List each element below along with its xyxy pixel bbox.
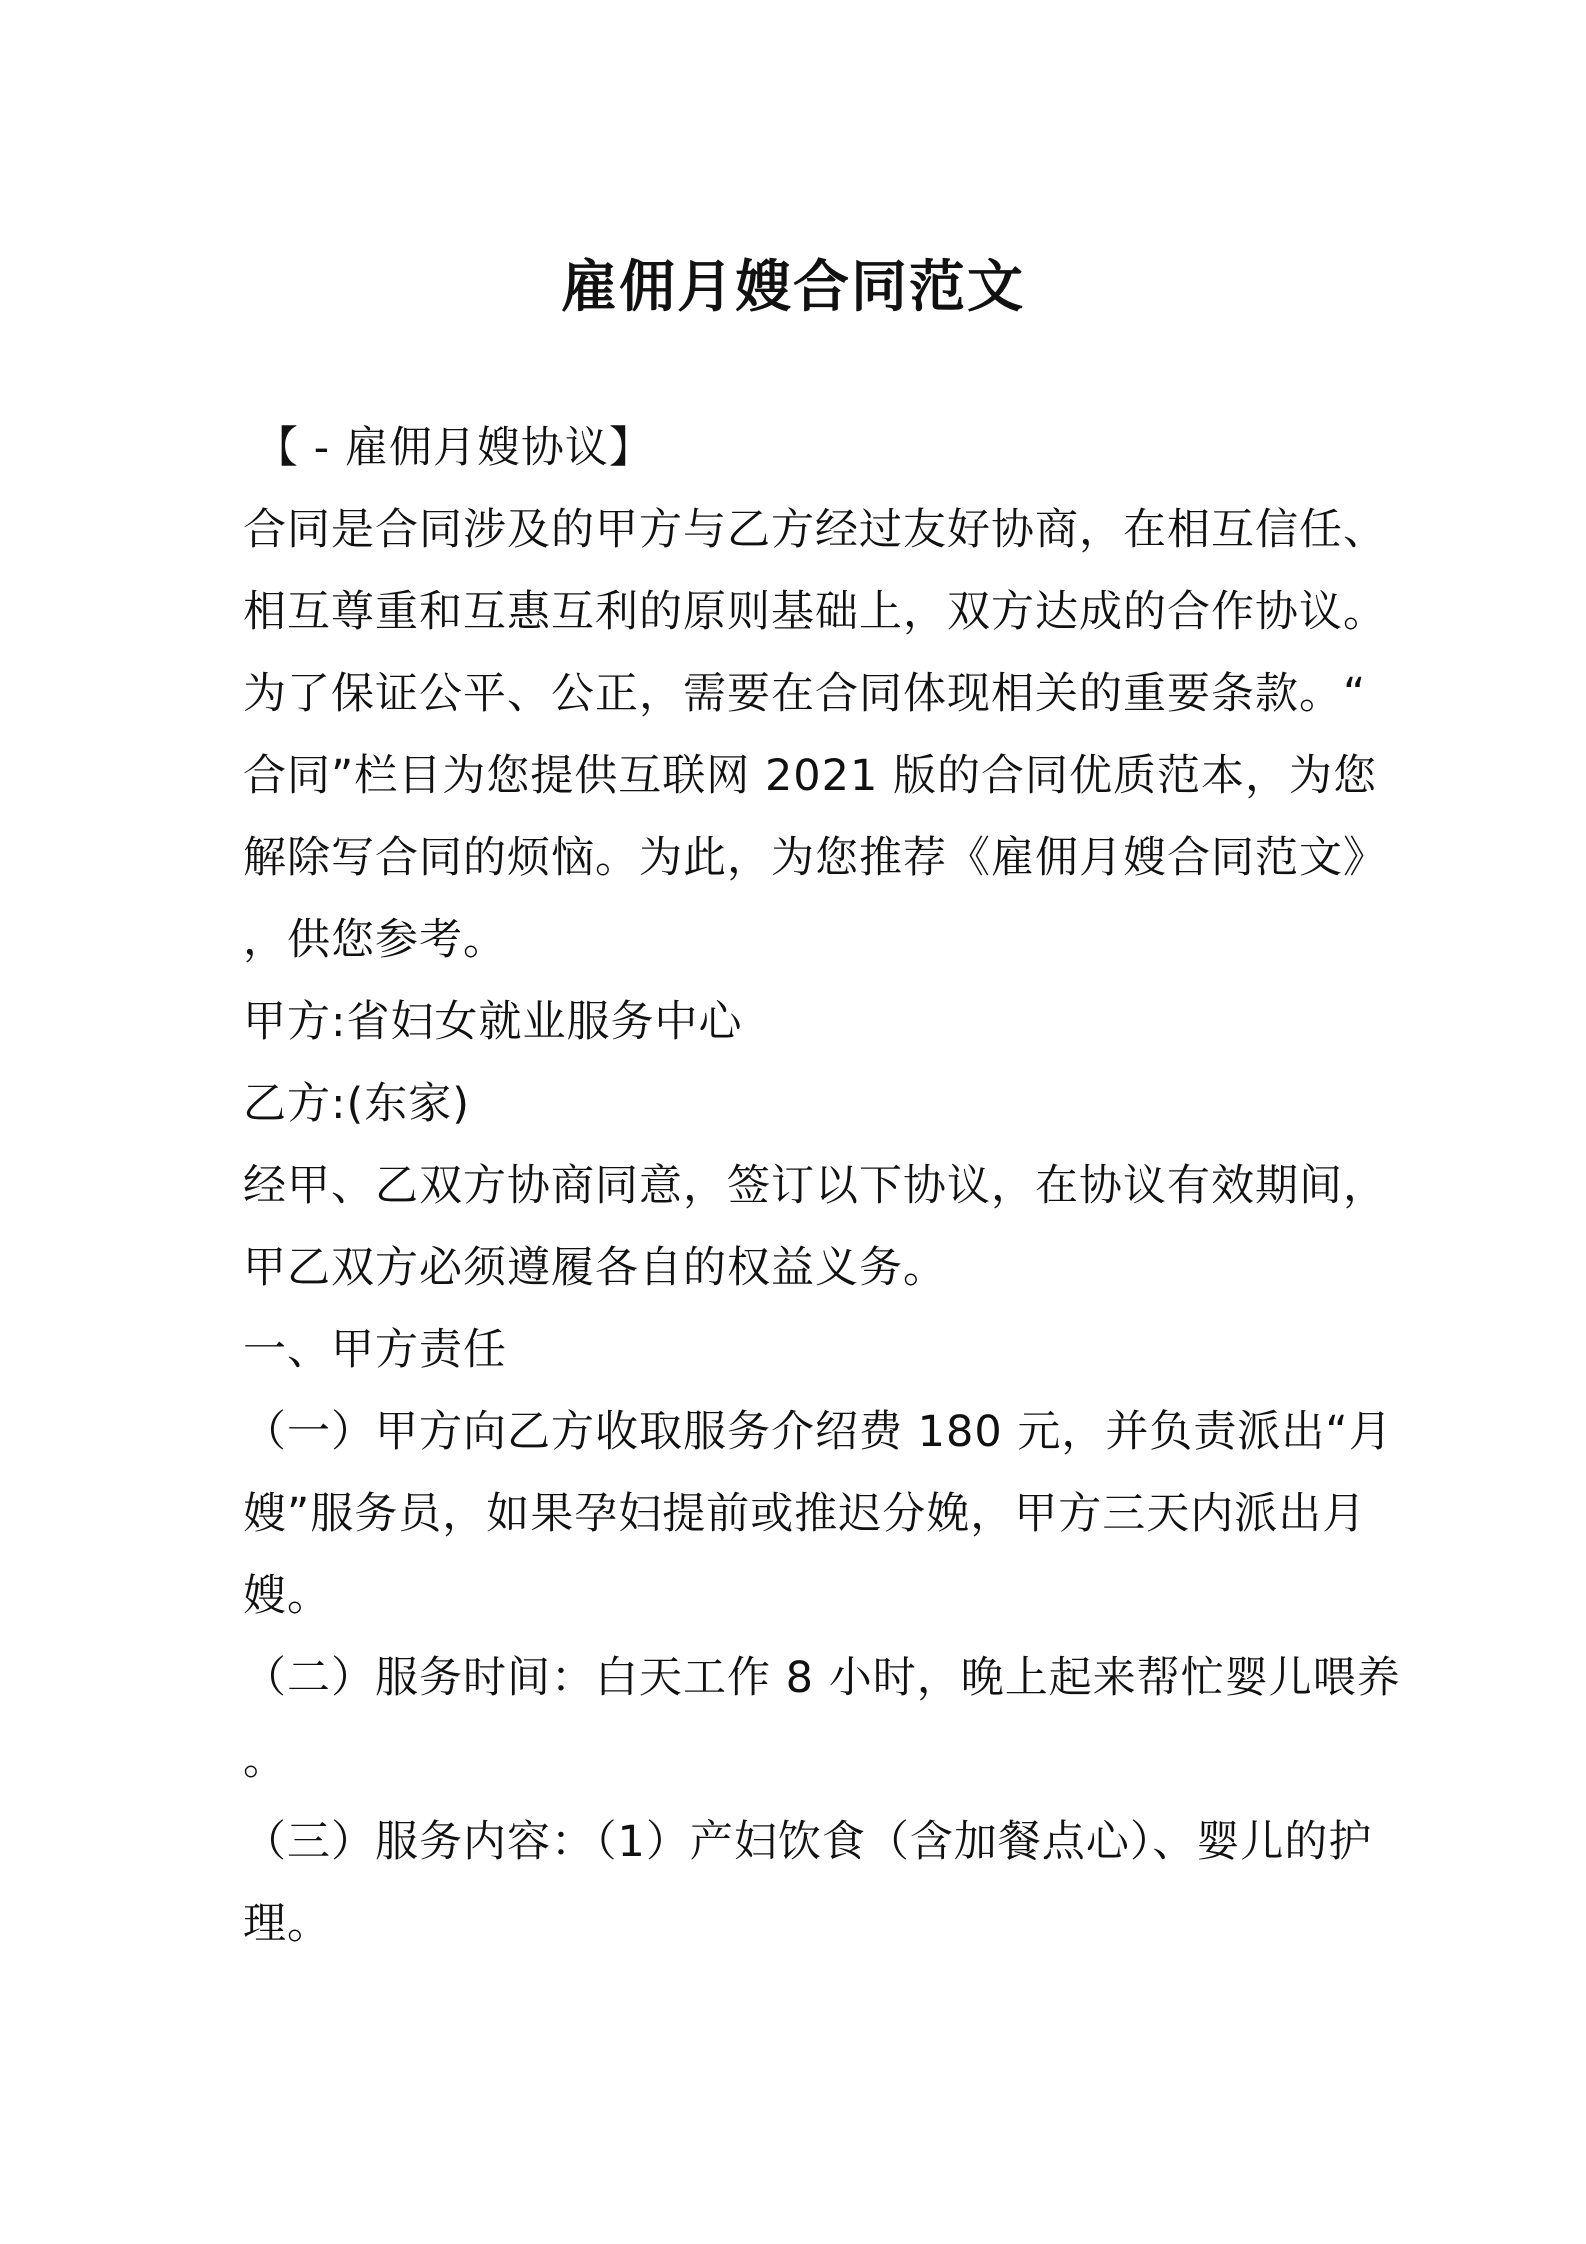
clause-line: （三）服务内容：（1）产妇饮食（含加餐点心）、婴儿的护 xyxy=(243,1817,1373,1867)
clause-line: 嫂”服务员，如果孕妇提前或推迟分娩，甲方三天内派出月 xyxy=(243,1489,1367,1539)
paragraph-line: 合同”栏目为您提供互联网 2021 版的合同优质范本，为您 xyxy=(243,751,1378,801)
section-heading: 一、甲方责任 xyxy=(243,1325,507,1375)
clause-line: 嫂。 xyxy=(243,1571,331,1621)
paragraph-line: 为了保证公平、公正，需要在合同体现相关的重要条款。“ xyxy=(243,669,1367,719)
paragraph-line: ，供您参考。 xyxy=(243,915,507,965)
clause-line: 理。 xyxy=(243,1899,331,1949)
paragraph-line: 解除写合同的烦恼。为此，为您推荐《雇佣月嫂合同范文》 xyxy=(243,833,1387,883)
party-a-line: 甲方:省妇女就业服务中心 xyxy=(243,997,743,1047)
section-heading: 【 - 雇佣月嫂协议】 xyxy=(255,423,653,473)
party-b-line: 乙方:(东家) xyxy=(243,1079,471,1129)
paragraph-line: 相互尊重和互惠互利的原则基础上，双方达成的合作协议。 xyxy=(243,587,1387,637)
paragraph-line: 合同是合同涉及的甲方与乙方经过友好协商，在相互信任、 xyxy=(243,505,1387,555)
paragraph-line: 经甲、乙双方协商同意，签订以下协议，在协议有效期间， xyxy=(243,1161,1387,1211)
clause-line: 。 xyxy=(243,1735,287,1785)
paragraph-line: 甲乙双方必须遵履各自的权益义务。 xyxy=(243,1243,947,1293)
document-title: 雇佣月嫂合同范文 xyxy=(561,255,1025,320)
clause-line: （一）甲方向乙方收取服务介绍费 180 元，并负责派出“月 xyxy=(243,1407,1393,1457)
clause-line: （二）服务时间：白天工作 8 小时，晚上起来帮忙婴儿喂养 xyxy=(243,1653,1401,1703)
